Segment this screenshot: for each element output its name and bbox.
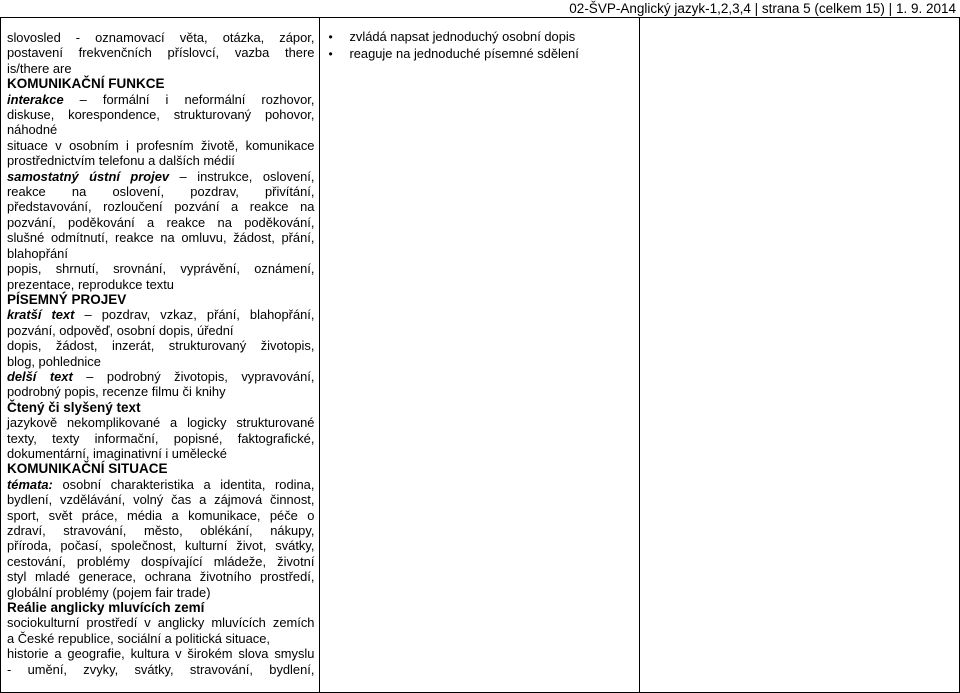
text-line: cestování, problémy dospívající mládeže, životní	[7, 553, 315, 569]
list-item-text: zvládá napsat jednoduchý osobní dopis	[349, 29, 576, 44]
section-heading: PÍSEMNÝ PROJEV	[7, 291, 127, 307]
text-line: samostatný ústní projev – instrukce, oslovení,	[7, 168, 315, 184]
text-line: bydlení, vzdělávání, volný čas a zájmová činnost,	[7, 492, 315, 508]
term: samostatný ústní projev	[7, 168, 170, 184]
text-line: podrobný popis, recenze filmu či knihy	[7, 384, 226, 400]
text-line: sociokulturní prostředí v anglicky mluvících zemích	[7, 615, 315, 631]
text-line: globální problémy (pojem fair trade)	[7, 584, 211, 600]
curriculum-table	[0, 17, 960, 693]
text-line: pozvání, poděkování a reakce na poděkování,	[7, 214, 315, 230]
text-line: texty, texty informační, popisné, faktografické,	[7, 430, 315, 446]
text-line: is/there are	[7, 60, 72, 76]
bullet-icon: •	[328, 46, 333, 61]
table-row	[1, 18, 960, 693]
text-line: blahopřání	[7, 245, 68, 261]
outcomes-cell	[320, 18, 639, 693]
text-line: jazykově nekomplikované a logicky strukturované	[7, 415, 315, 431]
text-line: kratší text – pozdrav, vzkaz, přání, blahopřání,	[7, 307, 315, 323]
text-line: interakce – formální i neformální rozhovor,	[7, 91, 315, 107]
text-line: náhodné	[7, 122, 58, 138]
list-item	[328, 29, 634, 46]
text-line: diskuse, korespondence, strukturovaný pohovor,	[7, 107, 315, 123]
term: kratší text	[7, 307, 75, 323]
text-line: prostřednictvím telefonu a dalších médií	[7, 153, 235, 169]
text-line: - umění, zvyky, svátky, stravování, bydlení,	[7, 661, 315, 677]
text-line: dokumentární, imaginativní i umělecké	[7, 445, 227, 461]
empty-cell	[639, 18, 959, 693]
text-line: slovosled - oznamovací věta, otázka, zápor,	[7, 30, 315, 45]
curriculum-content	[1, 18, 319, 677]
outcomes-list	[320, 18, 638, 62]
text-line: dopis, žádost, inzerát, strukturovaný životopis,	[7, 338, 315, 354]
text-line: styl mladé generace, ochrana životního prostředí,	[7, 569, 315, 585]
text-line: představování, rozloučení pozvání a reakce na	[7, 199, 315, 215]
text-line: témata: osobní charakteristika a identita, rodina,	[7, 476, 315, 492]
term: interakce	[7, 91, 64, 107]
text-line: popis, shrnutí, srovnání, vyprávění, oznámení,	[7, 261, 315, 277]
term: témata:	[7, 476, 53, 492]
text-line: historie a geografie, kultura v širokém slova smyslu	[7, 646, 315, 662]
text-line: sport, svět práce, média a komunikace, péče o	[7, 507, 315, 523]
section-heading: KOMUNIKAČNÍ SITUACE	[7, 461, 168, 477]
list-item-text: reaguje na jednoduché písemné sdělení	[349, 45, 579, 61]
text-line: příroda, počasí, společnost, kulturní život, svátky,	[7, 538, 315, 554]
section-heading: KOMUNIKAČNÍ FUNKCE	[7, 76, 165, 92]
page-header: 02-ŠVP-Anglický jazyk-1,2,3,4 | strana 5 (celkem 15) | 1. 9. 2014	[569, 1, 956, 16]
text-line: blog, pohlednice	[7, 353, 101, 369]
list-item	[328, 46, 634, 63]
term: delší text	[7, 368, 73, 384]
text-line: pozvání, odpověď, osobní dopis, úřední	[7, 322, 234, 338]
text-line: slušné odmítnutí, reakce na omluvu, žádost, přání,	[7, 230, 315, 246]
text-line: zdraví, stravování, město, oblékání, nákupy,	[7, 523, 315, 538]
text-line: reakce na oslovení, pozdrav, přivítání,	[7, 184, 315, 200]
content-cell	[1, 18, 320, 693]
section-heading: Reálie anglicky mluvících zemí	[7, 600, 205, 616]
text-line: prezentace, reprodukce textu	[7, 276, 174, 292]
text-line: a České republice, sociální a politická situace,	[7, 630, 270, 646]
section-heading: Čtený či slyšený text	[7, 399, 141, 415]
text-line: postavení frekvenčních příslovcí, vazba there	[7, 45, 315, 61]
bullet-icon: •	[328, 30, 333, 44]
text-line: situace v osobním i profesním životě, komunikace	[7, 137, 315, 153]
text-line: delší text – podrobný životopis, vypravování,	[7, 368, 315, 384]
